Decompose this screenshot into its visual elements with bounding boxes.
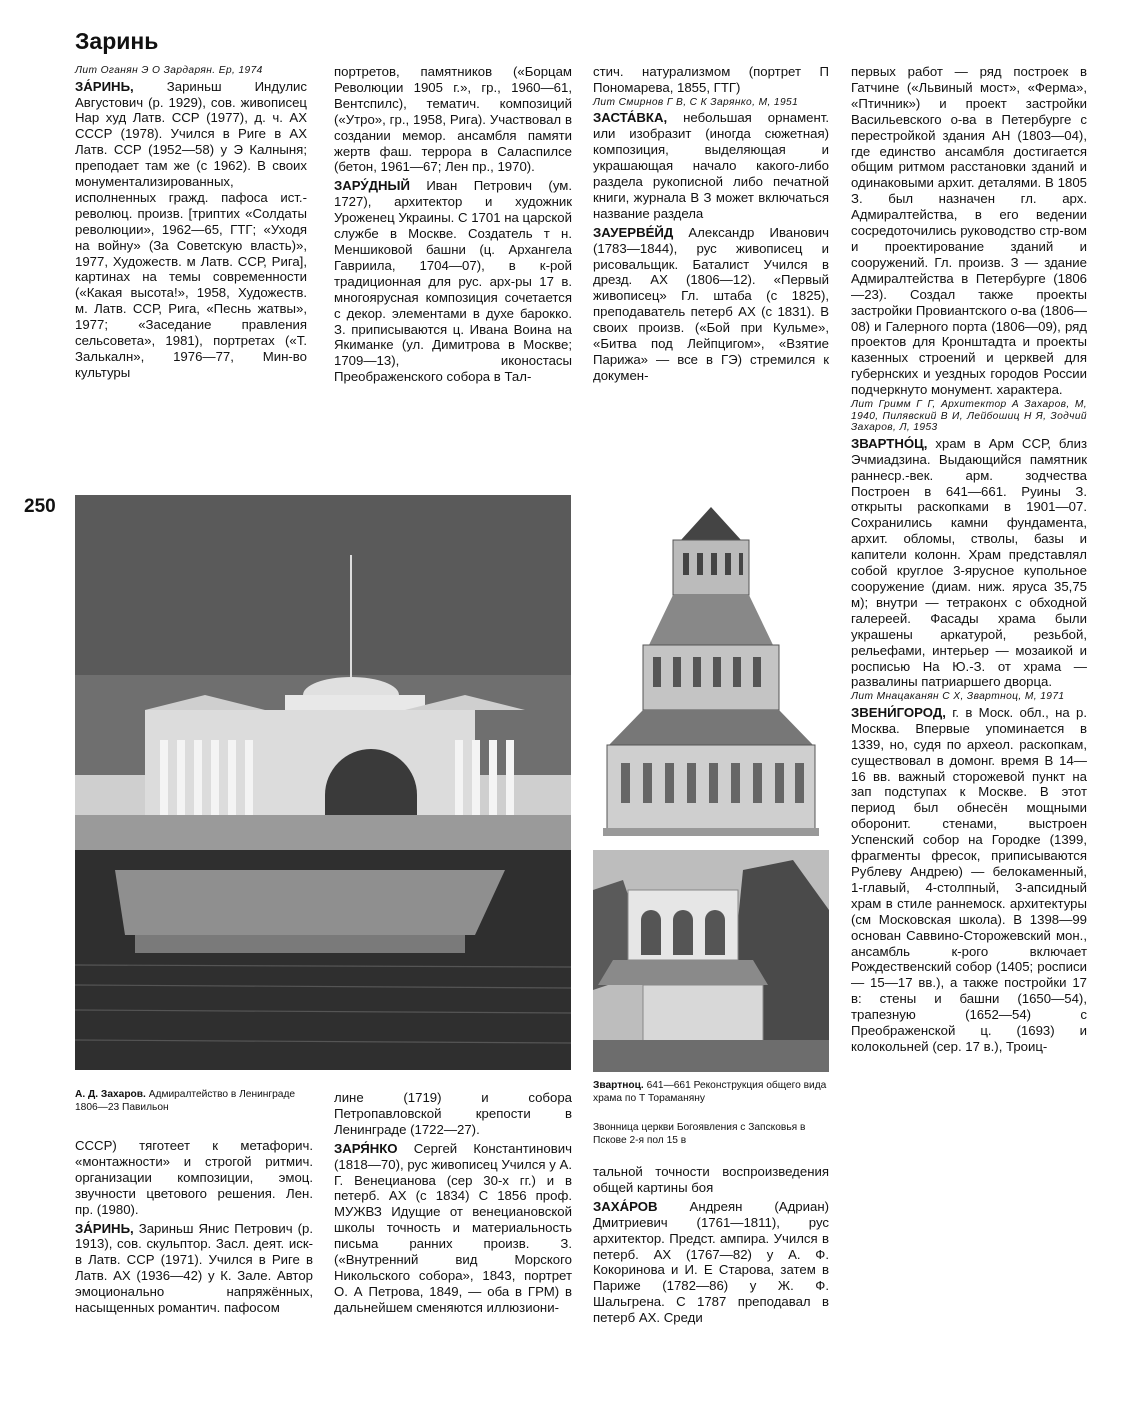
column-1-top bbox=[75, 64, 307, 381]
article-continuation bbox=[593, 64, 829, 96]
entry-text: г. в Моск. обл., на р. Москва. Впервые упоминается в 1339, но, судя по археол. раскопкам, существовал в домонг. время В 14—16 вв. важный сторожевой пункт на зап подступах к Москве. В этот период был обнесён мощными оборонит. стенами, выстроен Успенский собор на Городке (1399, фрагменты фресок, приписываются Рублеву Андрею) — белокаменный, 1-главый, 4-столпный, 3-апсидный храм в стиле раннемоск. архитектуры (см Московская школа). В 1398—99 основан Саввино-Сторожевский мон., ансамбль к-рого включает Рождественский собор (1405; росписи — 15—17 вв.), а также постройки 17 в: стены и башни (1650—54), трапезную (1652—54) с Преображенской ц. (1693) и колокольней (сер. 17 в.), Троиц- bbox=[851, 704, 1087, 1054]
entry-headword: ЗАСТА́ВКА, bbox=[593, 110, 668, 126]
column-4 bbox=[851, 64, 1087, 1055]
zvartnots-caption bbox=[593, 1080, 829, 1105]
entry-headword: ЗАУЕРВЕ́ЙД bbox=[593, 224, 674, 240]
entry-headword: ЗВЕНИ́ГОРОД, bbox=[851, 704, 946, 720]
column-2-bottom bbox=[334, 1090, 572, 1316]
column-3-bottom bbox=[593, 1164, 829, 1326]
column-3-top bbox=[593, 64, 829, 384]
article-continuation bbox=[593, 1164, 829, 1196]
literature-reference: Лит Гримм Г Г, Архитектор А Захаров, М, 1940, Пилявский В И, Лейбошиц Н Я, Зодчий Захаров, Л, 1953 bbox=[851, 399, 1087, 434]
running-head: Заринь bbox=[75, 28, 159, 54]
entry-headword: ЗА́РИНЬ, bbox=[75, 78, 134, 94]
zvartnots-reconstruction-image bbox=[593, 495, 829, 840]
page-number: 250 bbox=[24, 496, 56, 517]
admiralty-caption-text: Адмиралтейство в Ленинграде 1806—23 Павильон bbox=[75, 1089, 296, 1113]
zvartnots-caption-text: 641—661 Реконструкция общего вида храма по Т Тораманяну bbox=[593, 1080, 827, 1104]
article-entry bbox=[851, 705, 1087, 1055]
article-continuation bbox=[851, 64, 1087, 398]
entry-text: стич. натурализмом (портрет П Пономарева, 1855, ГТГ) bbox=[593, 64, 829, 95]
admiralty-photo bbox=[75, 495, 571, 1070]
admiralty-caption bbox=[75, 1089, 315, 1114]
entry-headword: ЗАХА́РОВ bbox=[593, 1198, 658, 1214]
literature-reference: Лит Мнацаканян С Х, Звартноц, М, 1971 bbox=[851, 691, 1065, 703]
entry-text: портретов, памятников («Борцам Революции 1905 г.», гр., 1960—61, Вентспилс), тематич. композиций («Утро», гр., 1958, Рига). Участвовал в создании мемор. ансамбля памяти жертв фаш. террора в Саласпилсе (бетон, 1961—67; Лен пр., 1970). bbox=[334, 64, 572, 175]
literature-reference: Лит Оганян Э О Зардарян. Ер, 1974 bbox=[75, 65, 263, 76]
article-continuation bbox=[334, 64, 572, 175]
article-entry bbox=[851, 436, 1087, 691]
article-continuation bbox=[334, 1090, 572, 1138]
entry-headword: ЗАРУ́ДНЫЙ bbox=[334, 178, 410, 194]
admiralty-caption-author: А. Д. Захаров. bbox=[75, 1089, 146, 1100]
entry-text: Александр Иванович (1783—1844), рус живописец и рисовальщик. Баталист Учился в дрезд. АХ (1806—12). «Первый живописец» Гл. штаба (с 1825), преподаватель петерб АХ (с 1831). В своих произв. («Бой при Кульме», «Битва под Лейпцигом», «Взятие Парижа» — все в ГЭ) стремился к докумен- bbox=[593, 224, 829, 383]
entry-text: храм в Арм ССР, близ Эчмиадзина. Выдающийся памятник раннеср.-век. арм. зодчества Построен в 641—661. Руины З. открыты раскопками в 1901—07. Сохранились камни фундамента, архит. обломы, стволы, базы и капители колонн. Храм представлял собой круглое 3-ярусное купольное сооружение (диам. ниж. яруса 35,75 м); внутри — тетраконх с обходной галереей. Фасады храма были украшены аркатурой, резьбой, рельефами, интерьер — мозаикой и росписью На Ю.-З. от храма — развалины патриаршего дворца. bbox=[851, 435, 1087, 690]
entry-text: Зариньш Янис Петрович (р. 1913), сов. скульптор. Засл. деят. иск-в Латв. ССР (1971). Учился в Риге в Латв. АХ (1936—42) у К. Зале. Автор эмоционально напряжённых, насыщенных романтич. пафосом bbox=[75, 1220, 313, 1316]
column-1-bottom bbox=[75, 1138, 313, 1316]
belfry-photo bbox=[593, 850, 829, 1072]
literature-reference: Лит Смирнов Г В, С К Зарянко, М, 1951 bbox=[593, 96, 799, 108]
entry-text: СССР) тяготеет к метафорич. «монтажности» и строгой ритмич. организации композиции, эмоц. звучности цветового решения. Лен. пр. (1980). bbox=[75, 1138, 313, 1217]
entry-headword: ЗВАРТНО́Ц, bbox=[851, 435, 928, 451]
entry-text: первых работ — ряд построек в Гатчине («Львиный мост», «Ферма», «Птичник») и проект застройки Васильевского о-ва в Петербурге с перестройкой здания АН (1803—04), где единство ансамбля достигается общим ритмом расстановки зданий и одинаковыми архит. деталями. В 1805 З. был назначен гл. арх. Адмиралтейства, в его ведении сосредоточились руководство стр-вом и проектирование зданий и сооружений. Гл. произв. З — здание Адмиралтейства в Петербурге (1806—23). Создал также проекты застройки Провиантского о-ва (1806—08) и Галерного порта (1806—09), ряд проектов для Кронштадта и проекты казенных строений и церквей для губернских и уездных городов России подчеркнуто монумент. характера. bbox=[851, 64, 1087, 398]
article-entry bbox=[593, 110, 829, 221]
column-2-top bbox=[334, 64, 572, 385]
belfry-caption-text: Звонница церкви Богоявления с Запсковья в Пскове 2-я пол 15 в bbox=[593, 1122, 806, 1146]
entry-text: Иван Петрович (ум. 1727), архитектор и художник Уроженец Украины. С 1701 на царской службе в Москве. Создатель т н. Меншиковой башни (ц. Архангела Гавриила, 1704—07), в к-рой традиционная для рус. арх-ры 17 в. многоярусная композиция сочетается с декор. элементами в духе барокко. З. приписываются ц. Ивана Воина на Якиманке (ул. Димитрова в Москве; 1709—13), иконостасы Преображенского собора в Тал- bbox=[334, 178, 572, 385]
article-entry bbox=[75, 79, 307, 381]
article-entry bbox=[334, 1141, 572, 1316]
entry-text: Андреян (Адриан) Дмитриевич (1761—1811), рус архитектор. Предст. ампира. Учился в петерб. АХ (1767—82) у А. Ф. Кокоринова и И. Е Старова, затем в Париже (1782—86) у Ж. Ф. Шальгрена. С 1787 преподавал в петерб АХ. Среди bbox=[593, 1198, 829, 1326]
belfry-caption bbox=[593, 1122, 829, 1147]
article-entry bbox=[593, 1199, 829, 1326]
article-continuation bbox=[75, 1138, 313, 1218]
article-entry bbox=[75, 1221, 313, 1316]
entry-text: тальной точности воспроизведения общей картины боя bbox=[593, 1164, 829, 1195]
zvartnots-caption-title: Звартноц. bbox=[593, 1080, 644, 1091]
article-entry bbox=[593, 225, 829, 384]
entry-headword: ЗА́РИНЬ, bbox=[75, 1220, 134, 1236]
entry-text: Зариньш Индулис Августович (р. 1929), сов. живописец Нар худ Латв. ССР (1977), д. ч. АХ СССР (1978). Учился в Риге в АХ Латв. ССР (1952—58) у Э Калныня; преподает там же (с 1962). В своих монументализированных, исполненных гражд. пафоса ист.-революц. произв. [триптих «Солдаты революции», 1962—65, ГТГ; «Уходя на войну» (За Советскую власть)», 1977, Художеств. м Латв. ССР, Рига], картинах на темы современности («Какая высота!», 1958, Художеств. м. Латв. ССР, Рига, «Песнь жатвы», 1977; «Заседание правления сельсовета», 1981), портретах («Т. Залькалн», 1976—77, Мин-во культуры bbox=[75, 78, 307, 380]
article-entry bbox=[334, 178, 572, 385]
entry-text: Сергей Константинович (1818—70), рус живописец Учился у А. Г. Венецианова (сер 30-х гг.) и в петерб. АХ (с 1834) С 1856 проф. МУЖВЗ Идущие от венециановской школы точность и материальность письма ранних произв. З. («Внутренний вид Морского Никольского собора», 1843, портрет О. А Петрова, 1849, — оба в ГРМ) в дальнейшем сменяются иллюзиони- bbox=[334, 1140, 572, 1315]
entry-text: лине (1719) и собора Петропавловской крепости в Ленинграде (1722—27). bbox=[334, 1090, 572, 1137]
entry-text: небольшая орнамент. или изобразит (иногда сюжетная) композиция, выделяющая и украшающая начало какого-либо раздела рукописной либо печатной книги, журнала В З может включаться название раздела bbox=[593, 110, 829, 221]
entry-headword: ЗАРЯ́НКО bbox=[334, 1140, 398, 1156]
